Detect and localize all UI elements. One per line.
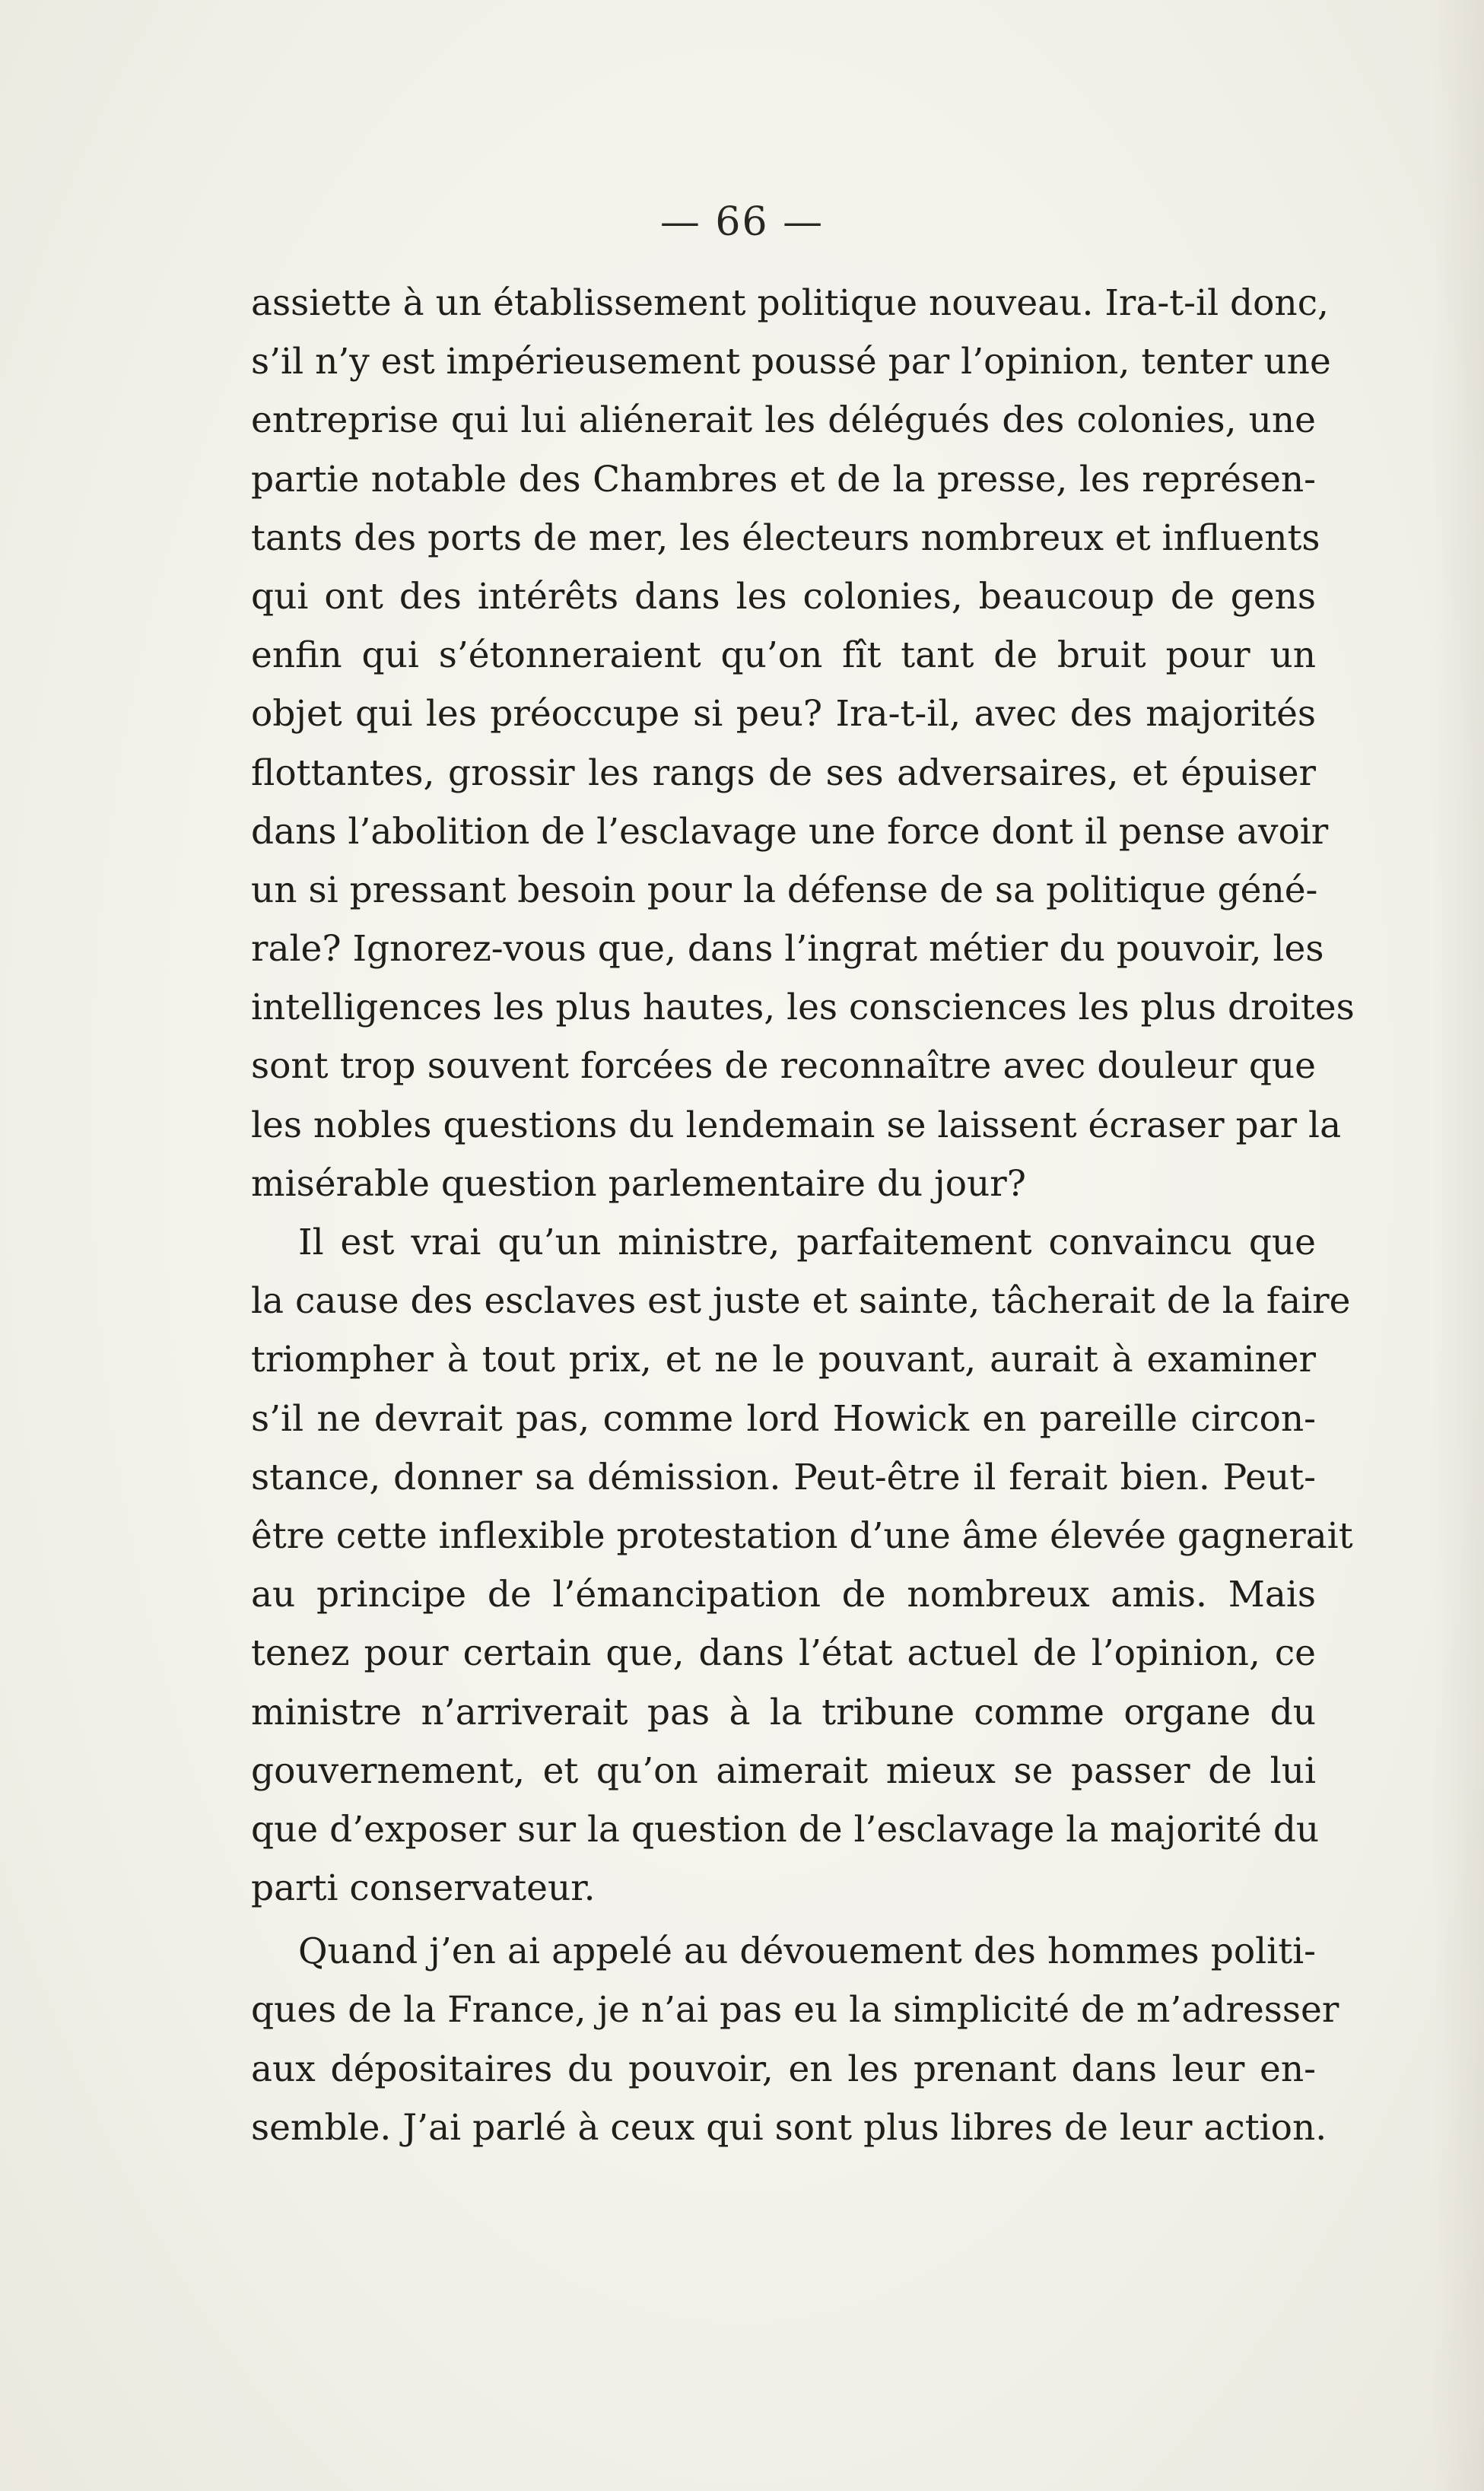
text-line: les nobles questions du lendemain se laissent écraser par la xyxy=(251,1104,1342,1146)
text-line: ques de la France, je n’ai pas eu la simplicité de m’adresser xyxy=(251,1989,1339,2032)
text-line: s’il n’y est impérieusement poussé par l’opinion, tenter une xyxy=(251,341,1331,383)
text-line: triompher à tout prix, et ne le pouvant, aurait à examiner xyxy=(251,1339,1316,1381)
page-edge-shadow xyxy=(1431,0,1484,2491)
text-line: sont trop souvent forcées de reconnaître avec douleur que xyxy=(251,1045,1316,1088)
paragraph-1 xyxy=(251,274,1355,1213)
text-line: dans l’abolition de l’esclavage une force dont il pense avoir xyxy=(251,810,1329,853)
paragraph-2 xyxy=(251,1213,1353,1917)
text-line: stance, donner sa démission. Peut-être il ferait bien. Peut- xyxy=(251,1456,1316,1498)
text-line: s’il ne devrait pas, comme lord Howick en pareille circon- xyxy=(251,1397,1316,1440)
text-line: aux dépositaires du pouvoir, en les prenant dans leur en- xyxy=(251,2048,1316,2090)
text-line: parti conservateur. xyxy=(251,1867,596,1910)
text-line: intelligences les plus hautes, les consciences les plus droites xyxy=(251,987,1355,1029)
text-line: la cause des esclaves est juste et sainte, tâcherait de la faire xyxy=(251,1280,1351,1323)
text-line: au principe de l’émancipation de nombreux amis. Mais xyxy=(251,1574,1316,1616)
text-line: qui ont des intérêts dans les colonies, beaucoup de gens xyxy=(251,575,1316,618)
text-line: objet qui les préoccupe si peu? Ira-t-il, avec des majorités xyxy=(251,693,1316,736)
text-line: être cette inflexible protestation d’une âme élevée gagnerait xyxy=(251,1514,1353,1557)
text-line: gouvernement, et qu’on aimerait mieux se passer de lui xyxy=(251,1749,1316,1792)
text-line: Quand j’en ai appelé au dévouement des hommes politi- xyxy=(298,1930,1316,1973)
text-line: entreprise qui lui aliénerait les délégués des colonies, une xyxy=(251,399,1316,442)
text-line: un si pressant besoin pour la défense de sa politique géné- xyxy=(251,869,1318,911)
text-line: partie notable des Chambres et de la presse, les représen- xyxy=(251,458,1316,500)
text-line: flottantes, grossir les rangs de ses adversaires, et épuiser xyxy=(251,751,1316,794)
text-line: tenez pour certain que, dans l’état actuel de l’opinion, ce xyxy=(251,1632,1316,1675)
text-line: semble. J’ai parlé à ceux qui sont plus libres de leur action. xyxy=(251,2106,1327,2149)
text-line: enfin qui s’étonneraient qu’on fît tant de bruit pour un xyxy=(251,634,1316,677)
paragraph-3 xyxy=(251,1922,1339,2157)
text-line: misérable question parlementaire du jour? xyxy=(251,1162,1026,1205)
page-number: — 66 — xyxy=(659,199,825,245)
text-line: rale? Ignorez-vous que, dans l’ingrat métier du pouvoir, les xyxy=(251,928,1324,971)
text-line: que d’exposer sur la question de l’esclavage la majorité du xyxy=(251,1808,1320,1851)
text-line: assiette à un établissement politique nouveau. Ira-t-il donc, xyxy=(251,282,1329,324)
text-line: tants des ports de mer, les électeurs nombreux et influents xyxy=(251,516,1320,559)
body-text xyxy=(251,274,1355,2157)
text-line: ministre n’arriverait pas à la tribune comme organe du xyxy=(251,1691,1316,1733)
text-line: Il est vrai qu’un ministre, parfaitement convaincu que xyxy=(298,1222,1316,1263)
